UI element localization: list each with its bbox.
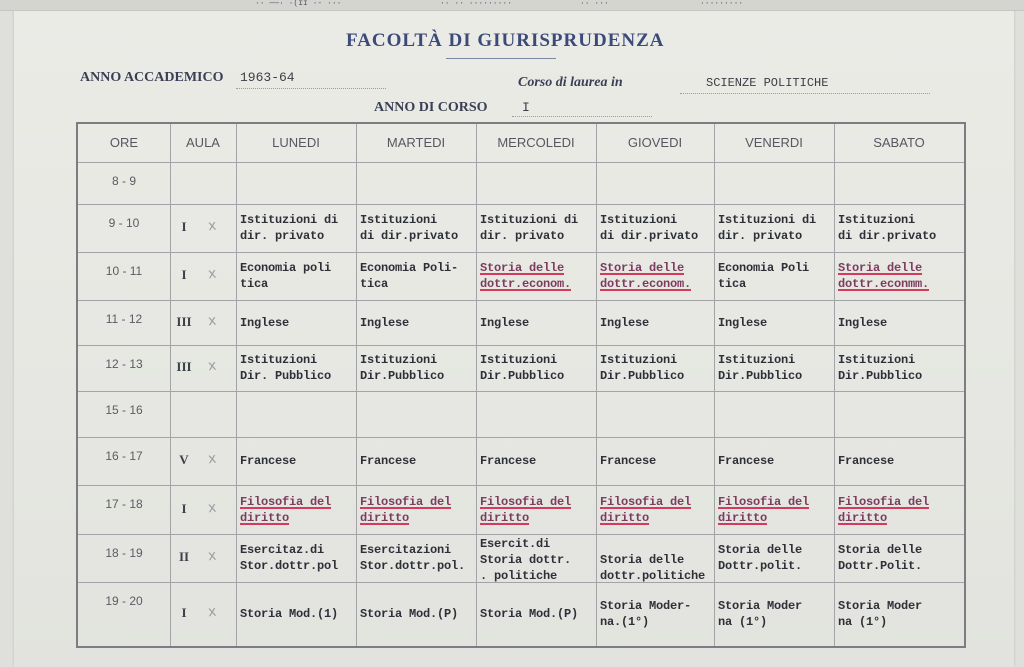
schedule-cell: Istituzioni di dir. privato bbox=[240, 213, 339, 243]
grid-hline bbox=[78, 534, 964, 535]
check-mark: x bbox=[207, 603, 218, 621]
strip-text-3: ·· ··· bbox=[580, 0, 609, 8]
grid-hline bbox=[78, 162, 964, 163]
schedule-cell: Storia Mod.(1) bbox=[240, 607, 339, 621]
schedule-cell: Storia delle dottr.econom. bbox=[480, 261, 572, 291]
schedule-cell: Storia Mod.(P) bbox=[480, 607, 579, 621]
schedule-cell: Storia Moder na (1°) bbox=[838, 599, 923, 629]
aula-room: V bbox=[179, 452, 189, 467]
column-header: MERCOLEDI bbox=[497, 135, 575, 150]
time-slot: 10 - 11 bbox=[105, 264, 143, 278]
strip-text-4: ········· bbox=[700, 0, 744, 8]
time-slot: 16 - 17 bbox=[105, 449, 143, 463]
schedule-cell: Istituzioni Dir.Pubblico bbox=[600, 353, 685, 383]
schedule-cell: Filosofia del diritto bbox=[718, 494, 810, 525]
corso-label: Corso di laurea in bbox=[518, 75, 623, 90]
schedule-cell: Storia delle Dottr.polit. bbox=[718, 543, 803, 573]
schedule-cell: Francese bbox=[240, 454, 297, 468]
schedule-cell: Istituzioni di dir.privato bbox=[600, 213, 699, 243]
schedule-cell: Filosofia del diritto bbox=[600, 494, 692, 525]
column-header: VENERDI bbox=[745, 135, 803, 150]
schedule-cell: Inglese bbox=[838, 315, 888, 330]
schedule-cell: Filosofia del diritto bbox=[240, 494, 332, 525]
schedule-cell: Istituzioni di dir.privato bbox=[360, 213, 459, 243]
corso-value: SCIENZE POLITICHE bbox=[706, 76, 829, 90]
time-slot: 19 - 20 bbox=[105, 594, 143, 608]
column-header: LUNEDI bbox=[272, 135, 320, 150]
schedule-cell: Inglese bbox=[360, 315, 410, 330]
schedule-cell: Storia Mod.(P) bbox=[360, 607, 459, 621]
schedule-cell: Istituzioni Dir.Pubblico bbox=[718, 353, 803, 383]
time-slot: 12 - 13 bbox=[105, 357, 143, 371]
grid-hline bbox=[78, 252, 964, 253]
schedule-cell: Esercit.di Storia dottr. . politiche bbox=[480, 537, 572, 583]
column-header: ORE bbox=[109, 135, 139, 150]
anno-accademico-line bbox=[236, 88, 386, 89]
schedule-cell: Istituzioni Dir.Pubblico bbox=[838, 353, 923, 383]
corso-line bbox=[680, 93, 930, 94]
grid-vline bbox=[170, 124, 171, 646]
schedule-cell: Filosofia del diritto bbox=[480, 494, 572, 525]
grid-hline bbox=[78, 437, 964, 438]
grid-vline bbox=[236, 124, 237, 646]
column-header: GIOVEDI bbox=[627, 135, 683, 150]
schedule-cell: Inglese bbox=[480, 315, 530, 330]
check-mark: x bbox=[207, 312, 218, 329]
aula-room: I bbox=[181, 267, 187, 282]
anno-corso-line bbox=[512, 116, 652, 117]
schedule-cell: Storia Moder na (1°) bbox=[718, 599, 803, 629]
column-header: AULA bbox=[186, 135, 220, 150]
anno-accademico-value: 1963-64 bbox=[240, 70, 295, 85]
check-mark: x bbox=[207, 499, 218, 516]
grid-vline bbox=[596, 124, 597, 646]
schedule-cell: Istituzioni Dir.Pubblico bbox=[480, 353, 565, 383]
schedule-cell: Francese bbox=[480, 454, 537, 468]
schedule-cell: Istituzioni Dir.Pubblico bbox=[360, 353, 445, 383]
check-mark: x bbox=[207, 265, 218, 283]
column-header: SABATO bbox=[873, 135, 925, 150]
aula-room: I bbox=[181, 219, 187, 234]
grid-vline bbox=[356, 124, 357, 646]
schedule-cell: Istituzioni Dir. Pubblico bbox=[240, 353, 332, 383]
grid-vline bbox=[714, 124, 715, 646]
grid-vline bbox=[834, 124, 835, 646]
schedule-cell: Inglese bbox=[600, 315, 650, 330]
schedule-cell: Francese bbox=[718, 454, 775, 468]
schedule-cell: Francese bbox=[360, 454, 417, 468]
time-slot: 11 - 12 bbox=[105, 312, 143, 326]
faculty-title: FACOLTÀ DI GIURISPRUDENZA bbox=[346, 30, 665, 51]
check-mark: x bbox=[207, 450, 218, 468]
grid-hline bbox=[78, 485, 964, 486]
strip-text-1: ·· ——· ·(ɪɪ ·- ··· bbox=[255, 0, 342, 8]
aula-room: II bbox=[178, 549, 190, 564]
grid-vline bbox=[476, 124, 477, 646]
grid-hline bbox=[78, 300, 964, 301]
schedule-cell: Storia delle dottr.politiche bbox=[600, 553, 706, 583]
schedule-cell: Istituzioni di dir. privato bbox=[480, 213, 579, 243]
top-cut-strip bbox=[0, 0, 1024, 11]
strip-text-2: ·· ·· ········· bbox=[440, 0, 513, 8]
time-slot: 8 - 9 bbox=[111, 174, 136, 188]
schedule-cell: Storia delle Dottr.Polit. bbox=[838, 543, 923, 573]
aula-room: I bbox=[181, 605, 187, 620]
schedule-cell: Francese bbox=[600, 454, 657, 468]
time-slot: 9 - 10 bbox=[108, 216, 140, 230]
schedule-cell: Francese bbox=[838, 454, 895, 468]
schedule-cell: Esercitazioni Stor.dottr.pol. bbox=[360, 543, 466, 573]
time-slot: 17 - 18 bbox=[105, 497, 143, 511]
timetable-grid bbox=[76, 122, 966, 648]
anno-corso-label: ANNO DI CORSO bbox=[374, 100, 488, 115]
anno-corso-value: I bbox=[522, 100, 530, 115]
grid-hline bbox=[78, 345, 964, 346]
schedule-cell: Economia Poli- tica bbox=[360, 261, 459, 291]
check-mark: x bbox=[207, 217, 218, 235]
grid-hline bbox=[78, 391, 964, 392]
schedule-cell: Storia Moder- na.(1°) bbox=[600, 599, 692, 629]
schedule-cell: Economia Poli tica bbox=[718, 261, 810, 291]
schedule-cell: Inglese bbox=[240, 315, 290, 330]
schedule-cell: Storia delle dottr.econmm. bbox=[838, 261, 930, 291]
schedule-cell: Inglese bbox=[718, 315, 768, 330]
schedule-cell: Filosofia del diritto bbox=[360, 494, 452, 525]
aula-room: III bbox=[176, 359, 192, 374]
anno-accademico-label: ANNO ACCADEMICO bbox=[80, 70, 224, 85]
grid-hline bbox=[78, 204, 964, 205]
aula-room: I bbox=[181, 500, 187, 516]
time-slot: 15 - 16 bbox=[105, 403, 143, 417]
check-mark: x bbox=[207, 547, 218, 565]
schedule-cell: Economia poli tica bbox=[240, 261, 332, 291]
schedule-cell: Istituzioni di dir.privato bbox=[838, 213, 937, 243]
time-slot: 18 - 19 bbox=[105, 546, 143, 560]
title-rule bbox=[446, 58, 556, 59]
column-header: MARTEDI bbox=[386, 135, 446, 150]
check-mark: x bbox=[207, 357, 218, 375]
aula-room: III bbox=[176, 313, 192, 329]
schedule-cell: Filosofia del diritto bbox=[838, 494, 930, 525]
schedule-cell: Istituzioni di dir. privato bbox=[718, 213, 817, 243]
schedule-cell: Esercitaz.di Stor.dottr.pol bbox=[240, 543, 339, 573]
schedule-cell: Storia delle dottr.econom. bbox=[600, 261, 692, 291]
